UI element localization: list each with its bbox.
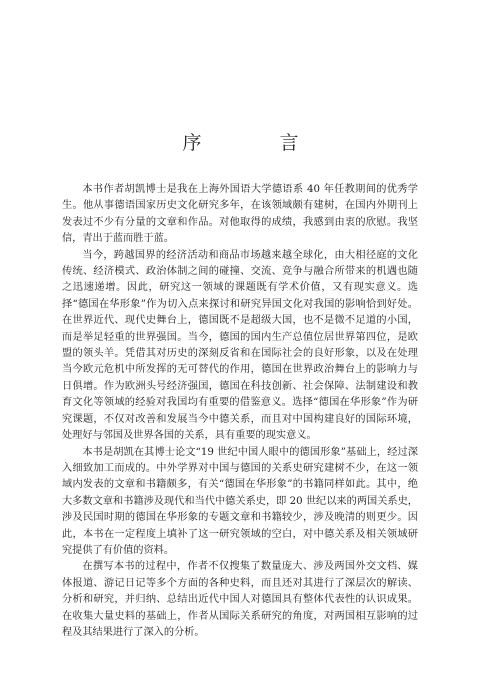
preface-body [62,182,418,641]
paragraph: 在撰写本书的过程中，作者不仅搜集了数量庞大、涉及两国外交文档、媒体报道、游记日记等多个方面的各种史料，而且还对其进行了深层次的解读、分析和研究，并归纳、总结出近代中国人对德国具有整体代表性的认识成果。在收集大量史料的基础上，作者从国际关系研究的角度，对两国相互影响的过程及其结果进行了深入的分析。 [62,561,418,638]
page-title: 序 言 [182,132,335,154]
paragraph: 本书作者胡凯博士是我在上海外国语大学德语系 40 年任教期间的优秀学生。他从事德语国家历史文化研究多年，在该领域颇有建树，在国内外期刊上发表过不少有分量的文章和作品。对他取得的成绩，我感到由衷的欣慰。我坚信，青出于蓝而胜于蓝。 [62,184,418,245]
paragraph: 当今，跨越国界的经济活动和商品市场越来越全球化，由大相径庭的文化传统、经济模式、政治体制之间的碰撞、交流、竞争与融合所带来的机遇也随之迅速递增。因此，研究这一领域的课题既有学术价值，又有现实意义。选择“德国在华形象”作为切入点来探讨和研究异国文化对我国的影响恰到好处。在世界近代、现代史舞台上，德国既不是超级大国，也不是微不足道的小国，而是举足轻重的世界强国。当今，德国的国内生产总值位居世界第四位，是欧盟的领头羊。凭借其对历史的深刻反省和在国际社会的良好形象，以及在处理当今欧元危机中所发挥的无可替代的作用，德国在世界政治舞台上的影响力与日俱增。作为欧洲头号经济强国，德国在科技创新、社会保障、法制建设和教育文化等领域的经验对我国均有重要的借鉴意义。选择“德国在华形象”作为研究课题，不仅对改善和发展当今中德关系，而且对中国构建良好的国际环境，处理好与邻国及世界各国的关系，具有重要的现实意义。 [62,249,418,442]
paragraph: 本书是胡凯在其博士论文“19 世纪中国人眼中的德国形象”基础上，经过深入细致加工而成的。中外学界对中国与德国的关系史研究建树不少，在这一领域内发表的文章和书籍颇多，有关“德国在华形象”的书籍同样如此。其中，绝大多数文章和书籍涉及现代和当代中德关系史，即 20 世纪以来的两国关系史，涉及民国时期的德国在华形象的专题文章和书籍较少，涉及晚清的则更少。因此，本书在一定程度上填补了这一研究领域的空白，对中德关系及相关领域研究提供了有价值的资料。 [62,446,418,556]
